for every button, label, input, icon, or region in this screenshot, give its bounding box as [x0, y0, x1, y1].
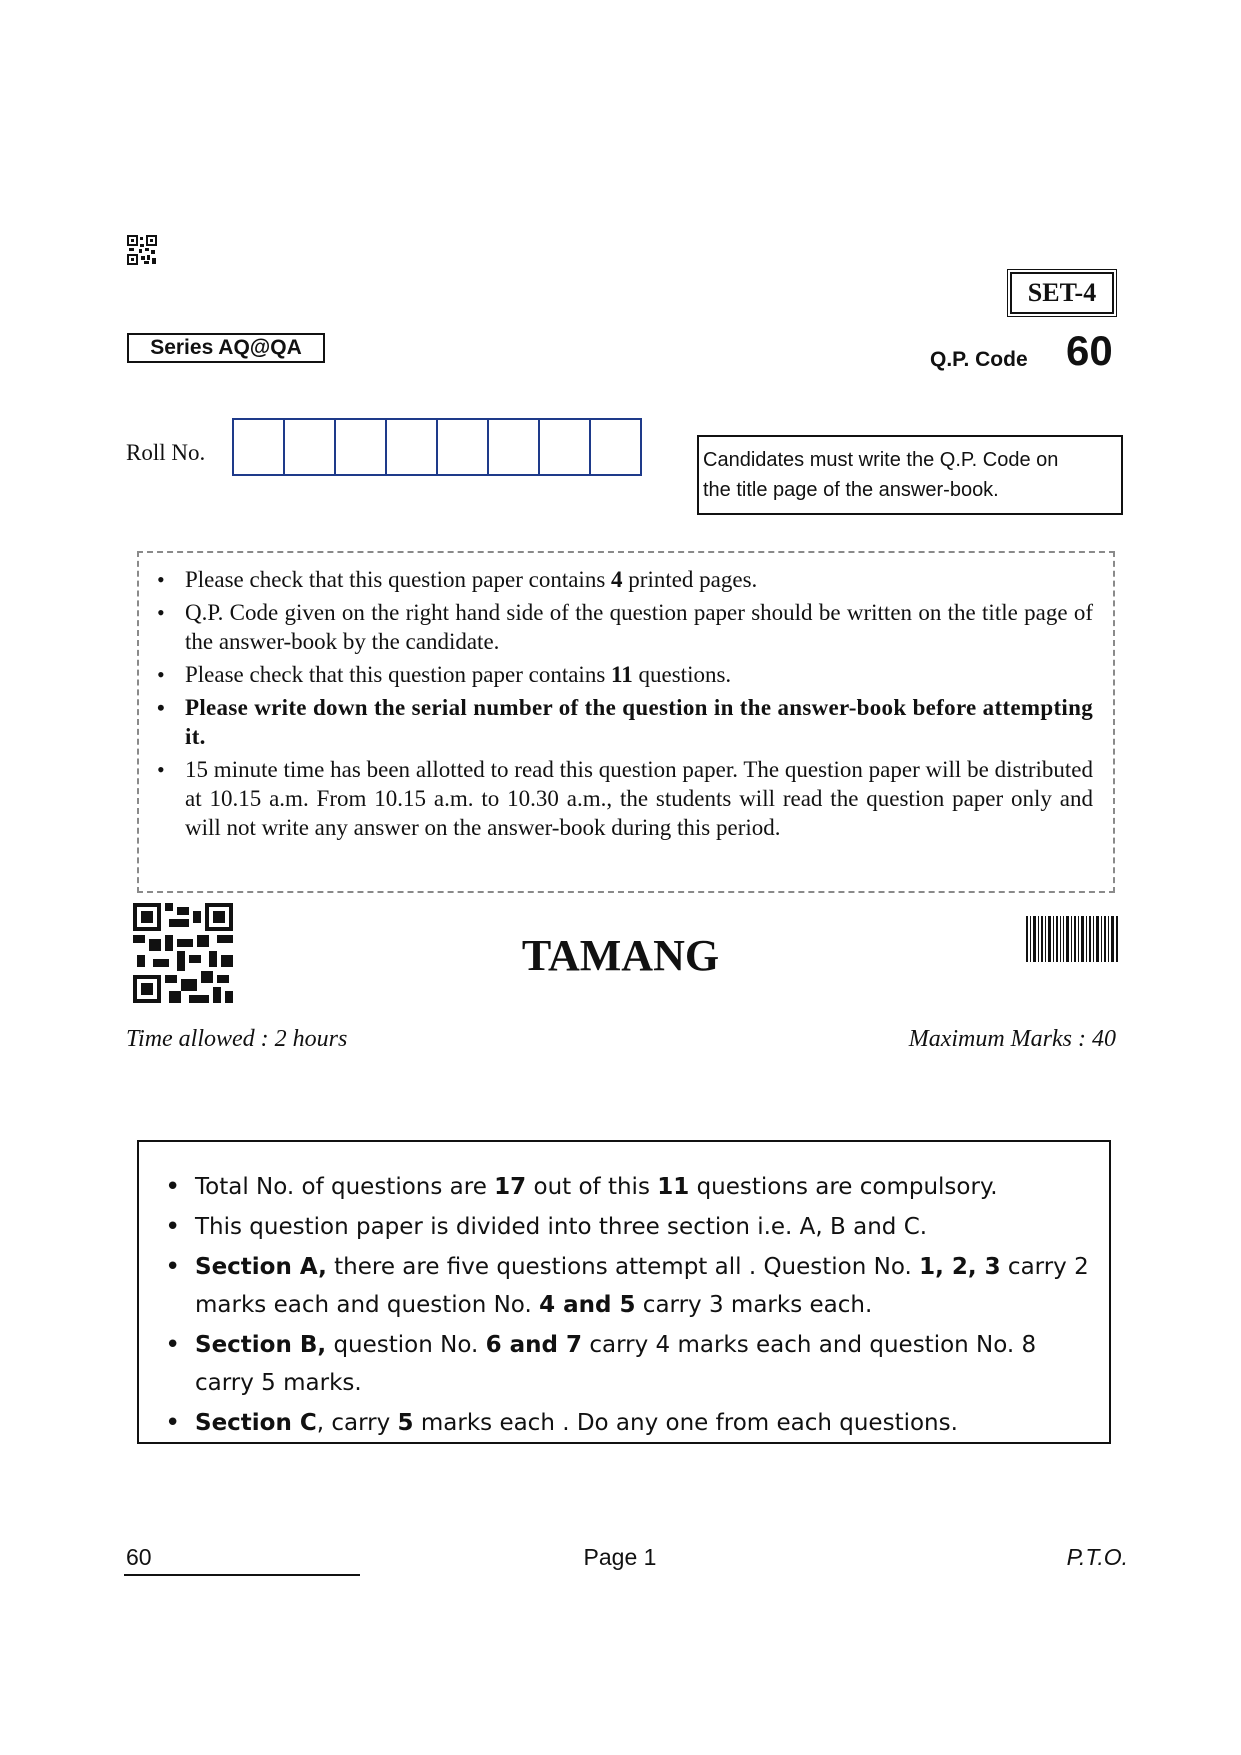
general-instructions-box — [137, 1140, 1111, 1444]
general-instruction-item: • Section C, carry 5 marks each . Do any one from each questions. — [161, 1404, 1095, 1442]
instruction-item: • Please write down the serial number of the question in the answer-book before attempting it. — [151, 693, 1093, 751]
roll-digit-box[interactable] — [336, 420, 387, 474]
qp-code-value: 60 — [1066, 327, 1113, 374]
instruction-item: • 15 minute time has been allotted to read this question paper. The question paper will be distributed at 10.15 a.m. From 10.15 a.m. to 10.30 a.m., the students will read the question paper only and will not write any answer on the answer-book during this period. — [151, 755, 1093, 842]
instruction-item: • Please check that this question paper contains 11 questions. — [151, 660, 1093, 689]
qp-code-label: Q.P. Code — [930, 348, 1028, 371]
set-badge: SET-4 — [1010, 272, 1114, 314]
roll-digit-box[interactable] — [285, 420, 336, 474]
footer-code: 60 — [126, 1544, 152, 1570]
barcode-icon — [1026, 916, 1118, 962]
roll-digit-box[interactable] — [387, 420, 438, 474]
general-instruction-item: • Total No. of questions are 17 out of this 11 questions are compulsory. — [161, 1168, 1095, 1206]
instruction-item: • Q.P. Code given on the right hand side of the question paper should be written on the title page of the answer-book by the candidate. — [151, 598, 1093, 656]
instructions-box — [137, 551, 1115, 893]
footer-divider — [124, 1574, 360, 1576]
series-badge: Series AQ@QA — [127, 333, 325, 363]
maximum-marks: Maximum Marks : 40 — [908, 1026, 1116, 1052]
roll-digit-box[interactable] — [234, 420, 285, 474]
roll-digit-box[interactable] — [438, 420, 489, 474]
time-allowed: Time allowed : 2 hours — [126, 1026, 348, 1052]
roll-digit-box[interactable] — [591, 420, 640, 474]
subject-title: TAMANG — [521, 931, 720, 980]
candidate-note-line: Candidates must write the Q.P. Code on — [703, 449, 1059, 471]
qr-code-small-icon — [127, 235, 157, 265]
pto-label: P.T.O. — [1066, 1544, 1128, 1570]
general-instruction-item: • This question paper is divided into three section i.e. A, B and C. — [161, 1208, 1095, 1246]
roll-digit-box[interactable] — [540, 420, 591, 474]
general-instruction-item: • Section B, question No. 6 and 7 carry 4 marks each and question No. 8 carry 5 marks. — [161, 1326, 1095, 1402]
general-instruction-item: • Section A, there are five questions attempt all . Question No. 1, 2, 3 carry 2 marks each and question No. 4 and 5 carry 3 marks each. — [161, 1248, 1095, 1324]
candidate-note-line: the title page of the answer-book. — [703, 479, 999, 501]
roll-digit-box[interactable] — [489, 420, 540, 474]
roll-number-boxes[interactable] — [232, 418, 642, 476]
page-number: Page 1 — [583, 1544, 657, 1570]
candidate-note-box — [697, 435, 1123, 515]
roll-number-label: Roll No. — [126, 440, 206, 465]
instruction-item: • Please check that this question paper contains 4 printed pages. — [151, 565, 1093, 594]
